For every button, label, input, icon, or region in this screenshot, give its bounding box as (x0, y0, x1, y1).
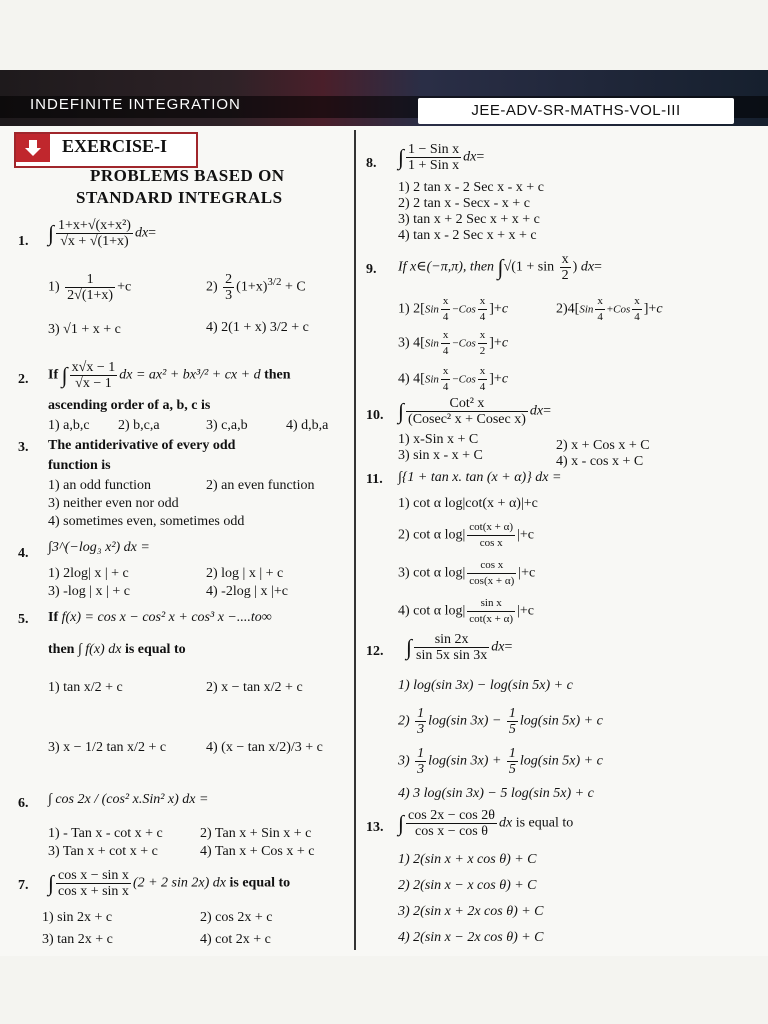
q11-option-2: 2) cot α log| $\frac{\cot(x + \alpha)}{\text{cos x}}$ |+c (398, 521, 534, 549)
q7-option-4: 4) cot 2x + c (200, 932, 271, 947)
q4-option-3: 3) -log | x | + c (48, 584, 130, 599)
q5-option-3: 3) x − 1/2 tan x/2 + c (48, 740, 167, 755)
q4-option-4: 4) -2log | x |+c (206, 584, 288, 599)
question-number: 3. (18, 440, 29, 455)
q9-option-1: 1) 2[Sin $\frac{x}{4}$ −Cos $\frac{x}{4}$ ]+c (398, 295, 509, 323)
q13-option-4: 4) 2(sin x − 2x cos θ) + C (398, 930, 544, 945)
q8-option-2: 2) 2 tan x - Secx - x + c (398, 196, 530, 211)
question-number: 11. (366, 472, 383, 487)
q13-integral: ∫ $\frac{\cos 2x - \cos 2\theta}{\text{cos x − cos θ}}$ dx is equal to (398, 808, 574, 839)
q13-option-2: 2) 2(sin x − x cos θ) + C (398, 878, 537, 893)
question-number: 9. (366, 262, 377, 277)
q5-option-4: 4) (x − tan x/2)/3 + c (206, 740, 323, 755)
q3-line2: function is (48, 458, 111, 473)
q6-option-1: 1) - Tan x - cot x + c (48, 826, 163, 841)
q8-integral: ∫ $\frac{\text{1 − Sin x}}{\text{1 + Sin x}}$ dx= (398, 142, 485, 173)
q6-integral: ∫ cos 2x / (cos² x.Sin² x) dx = (48, 792, 209, 807)
q8-option-3: 3) tan x + 2 Sec x + x + c (398, 212, 540, 227)
q8-option-1: 1) 2 tan x - 2 Sec x - x + c (398, 180, 544, 195)
q10-option-4: 4) x - cos x + C (556, 454, 644, 469)
q7-integral: ∫ $\frac{\text{cos x − sin x}}{\text{cos x + sin x}}$ (2 + 2 sin 2x) dx is equal to (48, 868, 291, 899)
q2-option-2: 2) b,c,a (118, 418, 160, 433)
q2-option-1: 1) a,b,c (48, 418, 90, 433)
q3-option-2: 2) an even function (206, 478, 315, 493)
question-number: 13. (366, 820, 384, 835)
down-arrow-icon (16, 134, 50, 162)
q7-option-2: 2) cos 2x + c (200, 910, 273, 925)
q5-option-1: 1) tan x/2 + c (48, 680, 123, 695)
q2-statement: If ∫ $\frac{x√x - 1}{√x - 1}$ dx = ax² + bx³/² + cx + d then (48, 360, 291, 391)
q11-integral: ∫{1 + tan x. tan (x + α)} dx = (398, 470, 562, 485)
q11-option-4: 4) cot α log| $\frac{\text{sin x}}{\cot(x + \alpha)}$ |+c (398, 597, 534, 625)
question-number: 5. (18, 612, 29, 627)
q13-option-3: 3) 2(sin x + 2x cos θ) + C (398, 904, 544, 919)
q12-option-2: 2) $\frac{1}{3}$ log(sin 3x) − $\frac{1}{5}$ log(sin 5x) + c (398, 706, 603, 737)
q9-option-2: 2)4[Sin $\frac{x}{4}$ +Cos $\frac{x}{4}$ ]+c (556, 295, 663, 323)
q2-option-3: 3) c,a,b (206, 418, 248, 433)
q7-option-3: 3) tan 2x + c (42, 932, 113, 947)
q4-option-1: 1) 2log| x | + c (48, 566, 129, 581)
book-title: JEE-ADV-SR-MATHS-VOL-III (418, 98, 734, 124)
q2-option-4: 4) d,b,a (286, 418, 329, 433)
question-number: 1. (18, 234, 29, 249)
q1-option-4: 4) 2(1 + x) 3/2 + c (206, 320, 309, 335)
question-number: 12. (366, 644, 384, 659)
q1-option-1: 1) $\frac{1}{2√(1+x)}$ +c (48, 272, 132, 303)
q8-option-4: 4) tan x - 2 Sec x + x + c (398, 228, 537, 243)
q5-option-2: 2) x − tan x/2 + c (206, 680, 303, 695)
q10-integral: ∫ $\frac{\text{Cot² x}}{\text{(Cosec² x + Cosec x)}}$ dx= (398, 396, 552, 427)
column-divider (354, 130, 356, 950)
q4-option-2: 2) log | x | + c (206, 566, 284, 581)
q5-line2: then ∫ f(x) dx is equal to (48, 642, 186, 657)
question-number: 2. (18, 372, 29, 387)
exercise-title: EXERCISE-I (62, 136, 168, 156)
q9-statement: If x∈(−π,π), then ∫√(1 + sin $\frac{x}{2}$ ) dx= (398, 252, 602, 283)
q9-option-3: 3) 4[Sin $\frac{x}{4}$ −Cos $\frac{x}{2}$ ]+c (398, 329, 509, 357)
q12-option-4: 4) 3 log(sin 3x) − 5 log(sin 5x) + c (398, 786, 594, 801)
q3-option-4: 4) sometimes even, sometimes odd (48, 514, 245, 529)
q10-option-2: 2) x + Cos x + C (556, 438, 650, 453)
q4-integral: ∫3^(−log₃ x²) dx = (48, 540, 150, 555)
q6-option-4: 4) Tan x + Cos x + c (200, 844, 315, 859)
q7-option-1: 1) sin 2x + c (42, 910, 113, 925)
q1-option-2: 2) $\frac{2}{3}$ $(1+x)^{3/2} + C$ (206, 272, 306, 303)
q3-line1: The antiderivative of every odd (48, 438, 236, 453)
q3-option-1: 1) an odd function (48, 478, 152, 493)
q2-line2: ascending order of a, b, c is (48, 398, 211, 413)
q13-option-1: 1) 2(sin x + x cos θ) + C (398, 852, 537, 867)
q5-line1: If f(x) = cos x − cos² x + cos³ x −....to∞ (48, 610, 272, 625)
q10-option-3: 3) sin x - x + C (398, 448, 483, 463)
q12-integral: ∫ $\frac{\sin 2x}{\text{sin 5x sin 3x}}$ dx= (406, 632, 513, 663)
question-number: 8. (366, 156, 377, 171)
question-number: 7. (18, 878, 29, 893)
section-heading-line2: STANDARD INTEGRALS (76, 188, 283, 207)
question-number: 6. (18, 796, 29, 811)
q6-option-2: 2) Tan x + Sin x + c (200, 826, 312, 841)
q9-option-4: 4) 4[Sin $\frac{x}{4}$ −Cos $\frac{x}{4}$ ]+c (398, 365, 509, 393)
question-number: 4. (18, 546, 29, 561)
q6-option-3: 3) Tan x + cot x + c (48, 844, 158, 859)
q11-option-3: 3) cot α log| $\frac{\text{cos x}}{\cos(x + \alpha)}$ |+c (398, 559, 536, 587)
chapter-title: INDEFINITE INTEGRATION (30, 96, 241, 113)
section-heading-line1: PROBLEMS BASED ON (90, 166, 285, 185)
q11-option-1: 1) cot α log|cot(x + α)|+c (398, 496, 538, 511)
q12-option-1: 1) log(sin 3x) − log(sin 5x) + c (398, 678, 573, 693)
q1-integral: ∫ $\frac{\text{1+x+√(x+x²)}}{√x + √(1+x)}$ dx= (48, 218, 157, 249)
q12-option-3: 3) $\frac{1}{3}$ log(sin 3x) + $\frac{1}{5}$ log(sin 5x) + c (398, 746, 603, 777)
q10-option-1: 1) x-Sin x + C (398, 432, 479, 447)
q1-option-3: 3) √1 + x + c (48, 322, 121, 337)
question-number: 10. (366, 408, 384, 423)
q3-option-3: 3) neither even nor odd (48, 496, 179, 511)
